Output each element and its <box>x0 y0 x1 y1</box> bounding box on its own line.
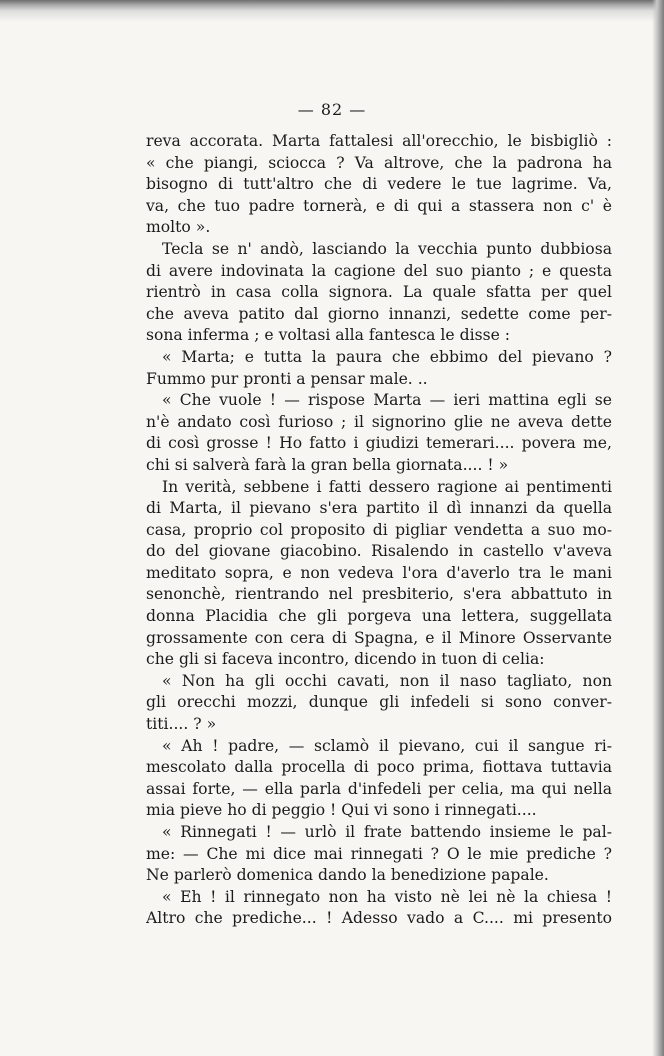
text-line: Ne parlerò domenica dando la benedizione papale. <box>146 866 549 885</box>
text-line: « che piangi, sciocca ? Va altrove, che la padrona ha <box>146 153 612 172</box>
text-line: « Non ha gli occhi cavati, non il naso tagliato, non <box>162 671 612 690</box>
text-line: casa, proprio col proposito di pigliar vendetta a suo mo- <box>146 520 612 539</box>
text-line: Altro che prediche... ! Adesso vado a C.... mi presento <box>146 909 612 928</box>
text-line: molto ». <box>146 218 211 237</box>
text-line: senonchè, rientrando nel presbiterio, s'era abbattuto in <box>146 585 612 604</box>
text-line: mia pieve ho di peggio ! Qui vi sono i rinnegati.... <box>146 801 537 820</box>
text-line: me: — Che mi dice mai rinnegati ? O le mie prediche ? <box>146 844 612 863</box>
text-line: Fummo pur pronti a pensar male. .. <box>146 369 428 388</box>
text-line: titi.... ? » <box>146 715 217 734</box>
text-line: n'è andato così furioso ; il signorino glie ne aveva dette <box>146 412 612 431</box>
text-line: grossamente con cera di Spagna, e il Minore Osservante <box>146 628 612 647</box>
text-line: « Che vuole ! — rispose Marta — ieri mattina egli se <box>162 391 612 410</box>
text-line: di così grosse ! Ho fatto i giudizi temerari.... povera me, <box>146 434 612 453</box>
text-line: reva accorata. Marta fattalesi all'orecchio, le bisbigliò : <box>146 132 612 150</box>
text-line: mescolato dalla procella di poco prima, fiottava tuttavia <box>146 758 612 777</box>
text-line: donna Placidia che gli porgeva una lettera, suggellata <box>146 607 612 626</box>
page-right-scan-shadow <box>652 0 664 1056</box>
text-line: assai forte, — ella parla d'infedeli per celia, ma qui nella <box>146 779 612 798</box>
text-line: va, che tuo padre tornerà, e di qui a stassera non c' è <box>146 196 612 215</box>
text-line: di avere indovinata la cagione del suo pianto ; e questa <box>146 261 612 280</box>
text-line: Tecla se n' andò, lasciando la vecchia punto dubbiosa <box>162 239 612 258</box>
text-line: di Marta, il pievano s'era partito il dì innanzi da quella <box>146 499 612 518</box>
text-line: che gli si faceva incontro, dicendo in tuon di celia: <box>146 650 545 669</box>
text-line: do del giovane giacobino. Risalendo in castello v'aveva <box>146 542 612 561</box>
text-line: gli orecchi mozzi, dunque gli infedeli si sono conver- <box>146 693 612 712</box>
text-line: bisogno di tutt'altro che di vedere le tue lagrime. Va, <box>146 175 612 194</box>
text-line: sona inferma ; e voltasi alla fantesca le disse : <box>146 326 511 345</box>
text-line: chi si salverà farà la gran bella giornata.... ! » <box>146 455 509 474</box>
text-line: In verità, sebbene i fatti dessero ragione ai pentimenti <box>162 477 612 496</box>
text-line: « Marta; e tutta la paura che ebbimo del pievano ? <box>162 347 612 366</box>
text-line: « Eh ! il rinnegato non ha visto nè lei nè la chiesa ! <box>162 887 612 906</box>
text-line: che aveva patito dal giorno innanzi, sedette come per- <box>146 304 612 323</box>
page-number: — 82 — <box>297 100 367 119</box>
text-line: rientrò in casa colla signora. La quale sfatta per quel <box>146 283 612 302</box>
page-top-scan-shadow <box>0 0 664 22</box>
body-text <box>146 131 612 930</box>
text-line: « Rinnegati ! — urlò il frate battendo insieme le pal- <box>162 823 612 841</box>
text-line: meditato sopra, e non vedeva l'ora d'averlo tra le mani <box>146 563 612 582</box>
text-line: « Ah ! padre, — sclamò il pievano, cui il sangue ri- <box>162 736 612 755</box>
